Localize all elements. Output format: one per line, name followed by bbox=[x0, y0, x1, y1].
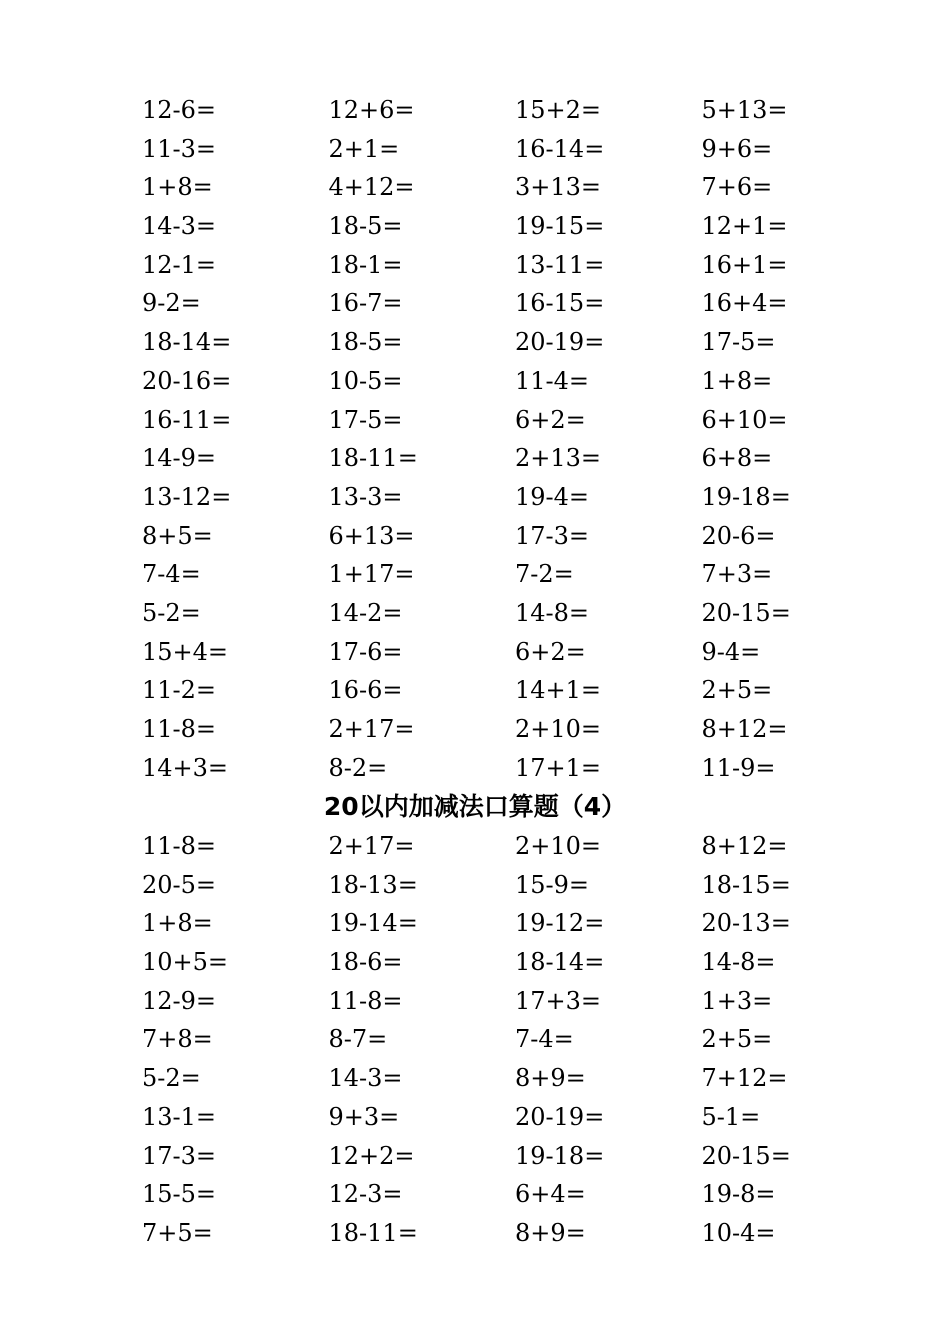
math-problem: 20-15= bbox=[701, 1141, 791, 1170]
math-problem: 17-3= bbox=[515, 521, 590, 550]
math-problem: 14+1= bbox=[515, 676, 602, 705]
problem-row bbox=[142, 401, 902, 440]
math-problem: 1+8= bbox=[142, 909, 213, 938]
math-problem: 11-8= bbox=[142, 715, 217, 743]
math-problem: 6+8= bbox=[701, 444, 773, 473]
math-problem: 7+12= bbox=[701, 1064, 788, 1093]
math-problem: 9+6= bbox=[701, 134, 773, 163]
math-problem: 17+1= bbox=[515, 753, 602, 782]
math-problem: 13-11= bbox=[515, 250, 605, 279]
math-problem: 1+8= bbox=[142, 173, 213, 202]
section-title: 20以内加减法口算题（4） bbox=[323, 792, 627, 821]
problem-row bbox=[142, 284, 902, 323]
problem-row bbox=[142, 439, 902, 478]
math-problem: 8+12= bbox=[701, 715, 788, 743]
problem-row bbox=[142, 671, 902, 710]
math-problem: 8+9= bbox=[515, 1218, 586, 1247]
math-problem: 2+1= bbox=[328, 134, 400, 163]
math-problem: 16-7= bbox=[328, 289, 403, 318]
math-problem: 8+5= bbox=[142, 521, 213, 550]
problem-row bbox=[142, 1098, 902, 1137]
math-problem: 11-8= bbox=[328, 986, 403, 1015]
math-problem: 12-6= bbox=[142, 96, 217, 124]
math-problem: 13-12= bbox=[142, 482, 232, 511]
math-problem: 20-15= bbox=[701, 598, 791, 627]
math-problem: 15-5= bbox=[142, 1180, 217, 1209]
math-problem: 20-5= bbox=[142, 870, 217, 899]
problem-row bbox=[142, 749, 902, 788]
math-problem: 2+17= bbox=[328, 832, 415, 860]
math-problem: 18-14= bbox=[142, 328, 232, 357]
math-problem: 17+3= bbox=[515, 986, 602, 1015]
problem-row bbox=[142, 982, 902, 1021]
math-problem: 18-13= bbox=[328, 870, 418, 899]
math-problem: 10-4= bbox=[701, 1218, 776, 1247]
math-problem: 7-4= bbox=[142, 560, 201, 589]
math-problem: 2+10= bbox=[515, 715, 602, 743]
math-problem: 11-8= bbox=[142, 832, 217, 860]
math-problem: 20-19= bbox=[515, 328, 605, 357]
math-problem: 19-18= bbox=[515, 1141, 605, 1170]
math-problem: 14-3= bbox=[328, 1064, 403, 1093]
math-problem: 10-5= bbox=[328, 366, 403, 395]
math-problem: 6+13= bbox=[328, 521, 415, 550]
math-problem: 11-9= bbox=[701, 753, 776, 782]
math-problem: 12+2= bbox=[328, 1141, 415, 1170]
math-problem: 1+17= bbox=[328, 560, 415, 589]
math-problem: 2+17= bbox=[328, 715, 415, 743]
problem-row bbox=[142, 478, 902, 517]
math-problem: 20-19= bbox=[515, 1102, 605, 1131]
math-problem: 16+1= bbox=[701, 250, 788, 279]
math-problem: 12-3= bbox=[328, 1180, 403, 1209]
math-problem: 16-14= bbox=[515, 134, 605, 163]
math-problem: 7-2= bbox=[515, 560, 574, 589]
problem-row bbox=[142, 1059, 902, 1098]
math-problem: 2+13= bbox=[515, 444, 602, 473]
math-problem: 19-12= bbox=[515, 909, 605, 938]
math-problem: 14-9= bbox=[142, 444, 217, 473]
problem-grid-bottom bbox=[142, 827, 902, 1253]
math-problem: 20-6= bbox=[701, 521, 776, 550]
math-problem: 19-8= bbox=[701, 1180, 776, 1209]
math-problem: 18-11= bbox=[328, 1218, 418, 1247]
math-problem: 8+12= bbox=[701, 832, 788, 860]
math-problem: 18-5= bbox=[328, 328, 403, 357]
problem-row bbox=[142, 207, 902, 246]
math-problem: 12+1= bbox=[701, 212, 788, 241]
math-problem: 5-2= bbox=[142, 598, 201, 627]
math-problem: 18-11= bbox=[328, 444, 418, 473]
problem-row bbox=[142, 594, 902, 633]
math-problem: 7+8= bbox=[142, 1025, 213, 1054]
math-problem: 8-2= bbox=[328, 753, 388, 782]
math-problem: 16-6= bbox=[328, 676, 403, 705]
problem-row bbox=[142, 517, 902, 556]
math-problem: 15-9= bbox=[515, 870, 590, 899]
math-problem: 7+5= bbox=[142, 1218, 213, 1247]
math-problem: 9-4= bbox=[701, 637, 761, 666]
math-problem: 11-3= bbox=[142, 134, 217, 163]
math-problem: 19-18= bbox=[701, 482, 791, 511]
math-problem: 8+9= bbox=[515, 1064, 586, 1093]
problem-row bbox=[142, 943, 902, 982]
problem-row bbox=[142, 1214, 902, 1253]
math-problem: 9-2= bbox=[142, 289, 201, 318]
math-problem: 5-2= bbox=[142, 1064, 201, 1093]
math-problem: 11-2= bbox=[142, 676, 217, 705]
problem-row bbox=[142, 1175, 902, 1214]
problem-row bbox=[142, 866, 902, 905]
math-problem: 20-13= bbox=[701, 909, 791, 938]
math-problem: 13-1= bbox=[142, 1102, 217, 1131]
problem-row bbox=[142, 91, 902, 130]
math-problem: 10+5= bbox=[142, 948, 229, 977]
math-problem: 15+2= bbox=[515, 96, 602, 124]
problem-row bbox=[142, 904, 902, 943]
math-problem: 3+13= bbox=[515, 173, 602, 202]
math-problem: 6+10= bbox=[701, 405, 788, 434]
problem-row bbox=[142, 246, 902, 285]
math-problem: 17-6= bbox=[328, 637, 403, 666]
math-problem: 5-1= bbox=[701, 1102, 761, 1131]
math-problem: 1+8= bbox=[701, 366, 773, 395]
math-problem: 8-7= bbox=[328, 1025, 388, 1054]
math-problem: 9+3= bbox=[328, 1102, 400, 1131]
math-problem: 17-3= bbox=[142, 1141, 217, 1170]
math-problem: 14-8= bbox=[701, 948, 776, 977]
math-problem: 16-15= bbox=[515, 289, 605, 318]
math-problem: 18-14= bbox=[515, 948, 605, 977]
math-problem: 15+4= bbox=[142, 637, 229, 666]
math-problem: 2+5= bbox=[701, 676, 773, 705]
math-problem: 14+3= bbox=[142, 753, 229, 782]
math-problem: 7+6= bbox=[701, 173, 773, 202]
math-problem: 7-4= bbox=[515, 1025, 574, 1054]
math-problem: 19-4= bbox=[515, 482, 590, 511]
math-problem: 12-9= bbox=[142, 986, 217, 1015]
math-problem: 19-15= bbox=[515, 212, 605, 241]
problem-row bbox=[142, 827, 902, 866]
math-problem: 2+5= bbox=[701, 1025, 773, 1054]
math-problem: 18-5= bbox=[328, 212, 403, 241]
math-problem: 14-8= bbox=[515, 598, 590, 627]
math-problem: 6+2= bbox=[515, 405, 586, 434]
math-problem: 11-4= bbox=[515, 366, 590, 395]
problem-grid-top bbox=[142, 91, 902, 787]
problem-row bbox=[142, 1020, 902, 1059]
math-problem: 20-16= bbox=[142, 366, 232, 395]
math-problem: 6+4= bbox=[515, 1180, 586, 1209]
problem-row bbox=[142, 633, 902, 672]
math-problem: 14-2= bbox=[328, 598, 403, 627]
math-problem: 14-3= bbox=[142, 212, 217, 241]
math-problem: 19-14= bbox=[328, 909, 418, 938]
math-problem: 5+13= bbox=[701, 96, 788, 124]
math-problem: 6+2= bbox=[515, 637, 586, 666]
math-problem: 18-15= bbox=[701, 870, 791, 899]
problem-row bbox=[142, 130, 902, 169]
math-problem: 12-1= bbox=[142, 250, 217, 279]
math-problem: 1+3= bbox=[701, 986, 773, 1015]
math-problem: 12+6= bbox=[328, 96, 415, 124]
math-problem: 16+4= bbox=[701, 289, 788, 318]
math-problem: 18-1= bbox=[328, 250, 403, 279]
problem-row bbox=[142, 555, 902, 594]
math-problem: 18-6= bbox=[328, 948, 403, 977]
problem-row bbox=[142, 710, 902, 749]
problem-row bbox=[142, 362, 902, 401]
math-problem: 16-11= bbox=[142, 405, 232, 434]
math-problem: 17-5= bbox=[328, 405, 403, 434]
problem-row bbox=[142, 323, 902, 362]
math-problem: 7+3= bbox=[701, 560, 773, 589]
problem-row bbox=[142, 168, 902, 207]
math-problem: 2+10= bbox=[515, 832, 602, 860]
math-problem: 4+12= bbox=[328, 173, 415, 202]
math-problem: 13-3= bbox=[328, 482, 403, 511]
problem-row bbox=[142, 1137, 902, 1176]
math-problem: 17-5= bbox=[701, 328, 776, 357]
